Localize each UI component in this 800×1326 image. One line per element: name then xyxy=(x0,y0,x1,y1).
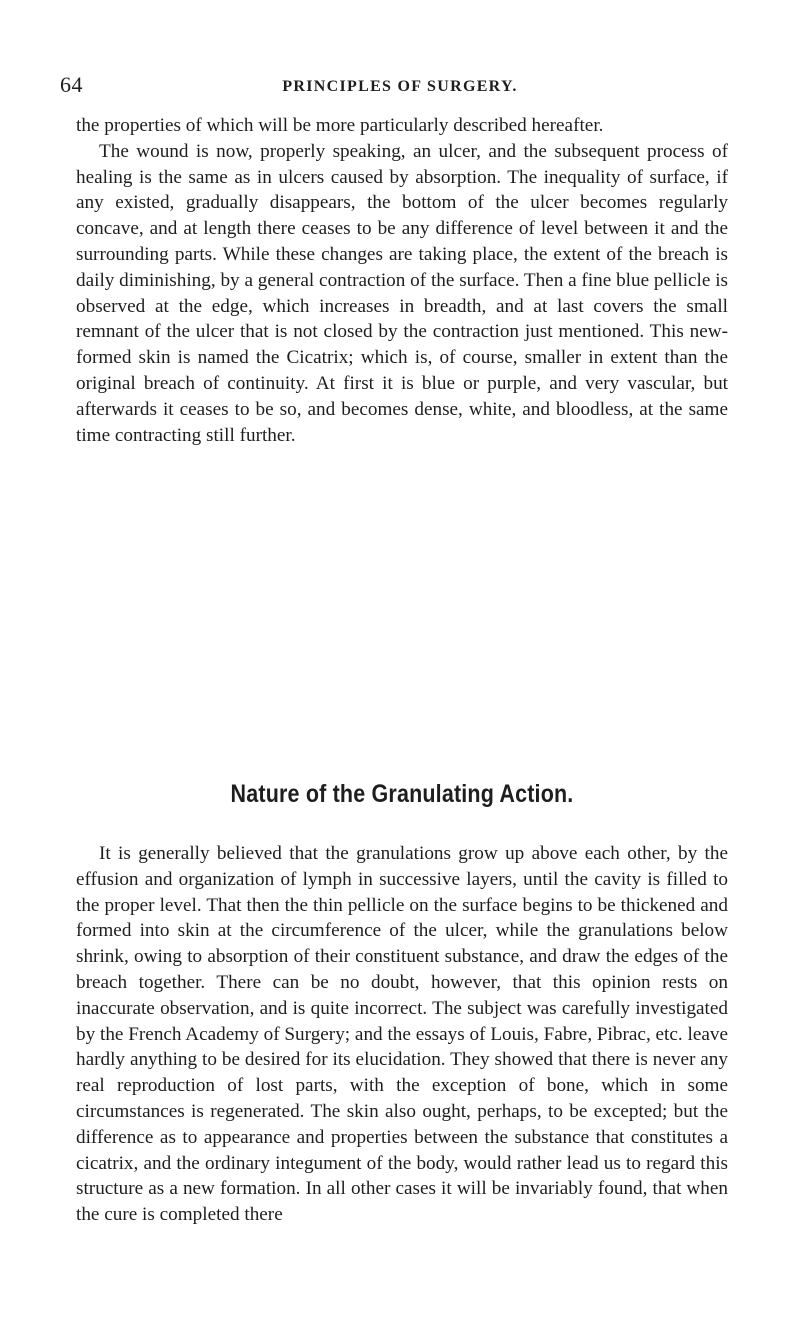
page-number: 64 xyxy=(60,72,83,97)
paragraph: It is generally believed that the granulations grow up above each other, by the effusion and organization of lymph in successive layers, until the cavity is filled to the proper level. That then the thin pellicle on the surface begins to be thickened and formed into skin at the circumference of the ulcer, while the granulations below shrink, owing to absorption of their constituent substance, and draw the edges of the breach together. There can be no doubt, however, that this opinion rests on inaccurate observation, and is quite incorrect. The subject was carefully investigated by the French Academy of Surgery; and the essays of Louis, Fabre, Pibrac, etc. leave hardly anything to be desired for its elucidation. They showed that there is never any real reproduction of lost parts, with the exception of bone, which in some circumstances is regenerated. The skin also ought, perhaps, to be excepted; but the difference as to appearance and properties between the substance that constitutes a cicatrix, and the ordinary integument of the body, would rather lead us to regard this structure as a new formation. In all other cases it will be invariably found, that when the cure is completed there xyxy=(76,843,728,1226)
paragraph: The wound is now, properly speaking, an ulcer, and the subsequent process of healing is the same as in ulcers caused by absorption. The inequality of surface, if any existed, gradually disappears, the bottom of the ulcer becomes regularly concave, and at length there ceases to be any difference of level between it and the surrounding parts. While these changes are taking place, the extent of the breach is daily diminishing, by a general contraction of the surface. Then a fine blue pellicle is observed at the edge, which increases in breadth, and at last covers the small remnant of the ulcer that is not closed by the contraction just mentioned. This new-formed skin is named the Cicatrix; which is, of course, smaller in extent than the original breach of continuity. At first it is blue or purple, and very vascular, but afterwards it ceases to be so, and becomes dense, white, and bloodless, at the same time contracting still further. xyxy=(76,140,728,446)
page-header xyxy=(60,72,740,104)
body-text-top xyxy=(76,113,728,448)
section-heading: Nature of the Granulating Action. xyxy=(230,780,574,808)
running-title: PRINCIPLES OF SURGERY. xyxy=(282,78,518,95)
body-text-bottom xyxy=(76,841,728,1228)
paragraph: the properties of which will be more particularly described hereafter. xyxy=(76,115,604,136)
